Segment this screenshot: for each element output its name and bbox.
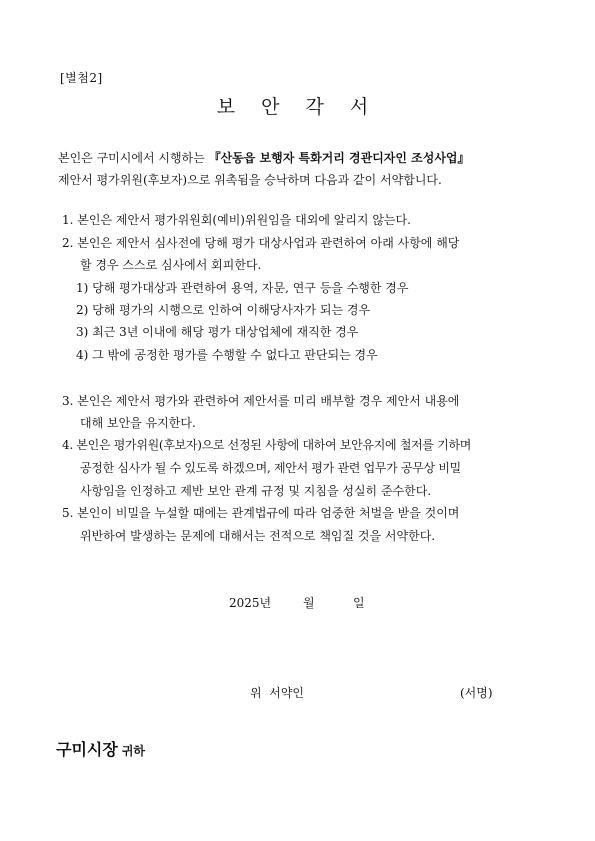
sub-item-4: 4) 그 밖에 공정한 평가를 수행할 수 없다고 판단되는 경우 <box>76 348 378 362</box>
pledge-item-4-line-3: 사항임을 인정하고 제반 보안 관계 규정 및 지침을 성실히 준수한다. <box>80 484 432 498</box>
pledge-item-2 <box>62 232 459 254</box>
item-line: 본인은 제안서 평가위원회(예비)위원임을 대외에 알리지 않는다. <box>77 213 411 227</box>
item-line: 본인은 평가위원(후보자)으로 선정된 사항에 대하여 보안유지에 철저를 기하며 <box>76 438 472 452</box>
date-day: 일 <box>353 596 365 610</box>
item-number: 4. <box>62 438 73 452</box>
intro-paragraph <box>58 147 548 191</box>
pledge-item-1 <box>62 209 411 231</box>
sub-item-3: 3) 최근 3년 이내에 해당 평가 대상업체에 재직한 경우 <box>76 325 359 339</box>
item-line: 본인이 비밀을 누설할 때에는 관계법규에 따라 엄중한 처벌을 받을 것이며 <box>77 506 460 520</box>
date-month: 월 <box>303 596 315 610</box>
pledge-item-5-line-2: 위반하여 발생하는 문제에 대해서는 전적으로 책임질 것을 서약한다. <box>80 529 436 543</box>
signer-label: 위 서약인 <box>250 686 304 700</box>
project-name: 『산동읍 보행자 특화거리 경관디자인 조성사업』 <box>208 151 470 165</box>
item-number: 5. <box>62 506 74 520</box>
item-number: 1. <box>62 213 74 227</box>
item-number: 3. <box>62 394 74 408</box>
item-number: 2. <box>62 236 74 250</box>
sub-item-2: 2) 당해 평가의 시행으로 인하여 이해당사자가 되는 경우 <box>76 303 371 317</box>
intro-pre: 본인은 구미시에서 시행하는 <box>58 151 209 165</box>
item-line: 본인은 제안서 평가와 관련하여 제안서를 미리 배부할 경우 제안서 내용에 <box>77 394 460 408</box>
addressee-honorific: 귀하 <box>121 744 146 758</box>
pledge-item-3 <box>62 390 459 412</box>
addressee-name: 구미시장 <box>56 740 118 759</box>
date-year: 2025년 <box>229 596 272 610</box>
pledge-item-4-line-2: 공정한 심사가 될 수 있도록 하겠으며, 제안서 평가 관련 업무가 공무상 비밀 <box>80 461 461 475</box>
addressee <box>56 737 145 760</box>
sub-item-1: 1) 당해 평가대상과 관련하여 용역, 자문, 연구 등을 수행한 경우 <box>76 281 409 295</box>
pledge-item-3-line-2: 대해 보안을 유지한다. <box>80 416 196 430</box>
pledge-item-5 <box>62 502 459 524</box>
attachment-label: [별첨2] <box>60 71 103 85</box>
intro-post: 제안서 평가위원(후보자)으로 위촉됨을 승낙하며 다음과 같이 서약합니다. <box>58 173 442 187</box>
signature-mark: (서명) <box>460 686 493 700</box>
pledge-item-4 <box>62 434 471 456</box>
document-title: 보 안 각 서 <box>216 96 379 118</box>
item-line: 본인은 제안서 심사전에 당해 평가 대상사업과 관련하여 아래 사항에 해당 <box>77 236 460 250</box>
pledge-item-2-line-2: 할 경우 스스로 심사에서 회피한다. <box>80 258 262 272</box>
